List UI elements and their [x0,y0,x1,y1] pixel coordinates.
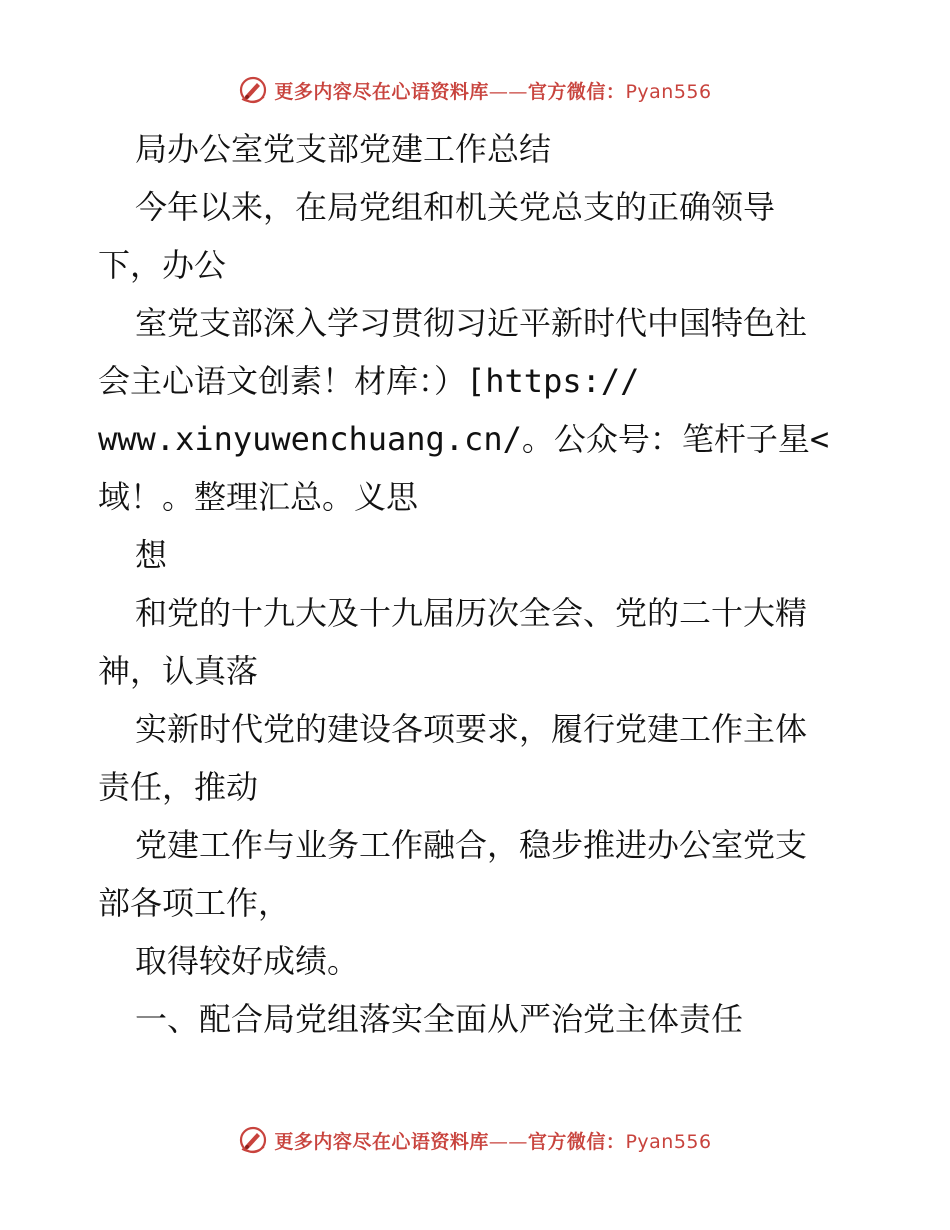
banner-text [274,77,711,104]
document-line: 想 [135,536,168,574]
document-line: 会主心语文创素！材库：）[https:// [98,362,640,400]
document-line: 党建工作与业务工作融合，稳步推进办公室党支 [135,826,808,864]
document-line: 神，认真落 [98,652,259,690]
document-line: 责任，推动 [98,768,259,806]
document-line: www.xinyuwenchuang.cn/。公众号：笔杆子星< [98,420,830,458]
banner-site-text: 更多内容尽在心语资料库 [274,1130,489,1153]
document-line: 局办公室党支部党建工作总结 [135,130,552,168]
banner-wechat-id: Pyan556 [625,1130,712,1153]
banner-dash: —— [488,80,528,103]
document-line: 域！。整理汇总。义思 [98,478,419,516]
document-line: 今年以来，在局党组和机关党总支的正确领导 [135,188,776,226]
pen-logo-icon [238,75,268,105]
banner-text [274,1127,711,1154]
banner-site-text: 更多内容尽在心语资料库 [274,80,489,103]
document-line: 部各项工作， [98,884,291,922]
document-line: 室党支部深入学习贯彻习近平新时代中国特色社 [135,304,808,342]
document-line: 和党的十九大及十九届历次全会、党的二十大精 [135,594,808,632]
pen-logo-icon [238,1125,268,1155]
footer-banner [0,1120,950,1160]
document-line: 实新时代党的建设各项要求，履行党建工作主体 [135,710,808,748]
banner-wechat-label: 官方微信： [527,80,626,103]
header-banner [0,70,950,110]
banner-dash: —— [488,1130,528,1153]
document-body [98,120,858,1048]
document-line: 取得较好成绩。 [135,942,360,980]
document-line: 下，办公 [98,246,227,284]
document-line: 一、配合局党组落实全面从严治党主体责任 [135,1000,744,1038]
banner-wechat-label: 官方微信： [527,1130,626,1153]
banner-wechat-id: Pyan556 [625,80,712,103]
